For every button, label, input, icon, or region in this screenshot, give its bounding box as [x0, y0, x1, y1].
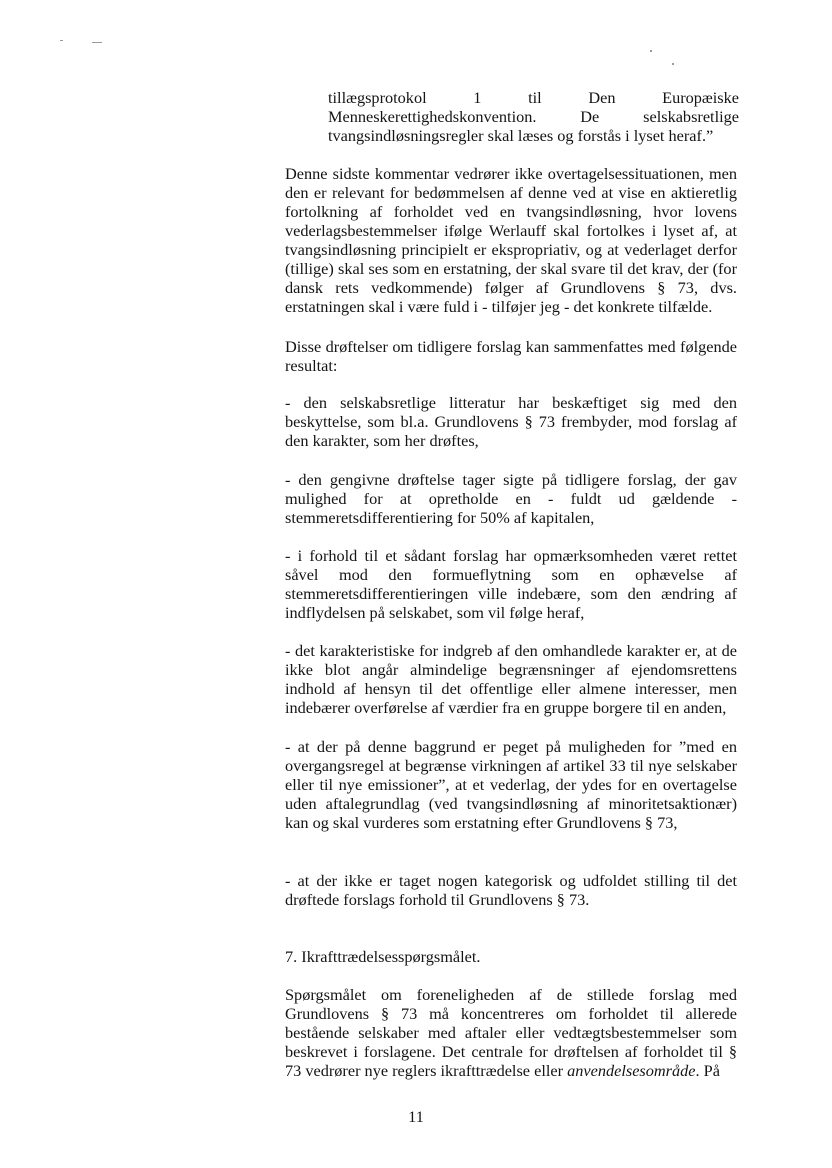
list-item-transition-rule: - at der på denne baggrund er peget på muligheden for ”med en overgangsregel at begrænse virkningen af artikel 33 til nye selskaber eller til nye emissioner”, at et vederlag, der ydes for en overtagelse uden aftalegrundlag (ved tvangsindløsning af minoritetsaktionær) kan og skal vurderes som erstatning efter Grundlovens § 73, [285, 737, 737, 832]
scan-speck [672, 63, 674, 65]
paragraph-text: Spørgsmålet om foreneligheden af de stillede forslag med Grundlovens § 73 må koncentreres om forholdet til allerede bestående selskaber med aftaler eller vedtægtsbestemmelser som beskrevet i forslagene. Det centrale for drøftelsen af forholdet til § 73 vedrører nye reglers ikrafttrædelse eller [285, 985, 737, 1080]
list-item-earlier-proposals: - den gengivne drøftelse tager sigte på tidligere forslag, der gav mulighed for at opretholde en - fuldt ud gældende - stemmeretsdifferentiering for 50% af kapitalen, [285, 470, 737, 527]
paragraph-tail: . På [695, 1061, 720, 1080]
scan-speck [92, 42, 102, 43]
paragraph-summary-intro: Disse drøftelser om tidligere forslag kan sammenfattes med følgende resultat: [285, 337, 737, 375]
quote-line: tvangsindløsningsregler skal læses og forstås i lyset heraf.” [328, 126, 714, 145]
scan-speck [650, 50, 652, 52]
list-item-no-position: - at der ikke er taget nogen kategorisk og udfoldet stilling til det drøftede forslags forhold til Grundlovens § 73. [285, 871, 737, 909]
quote-line: Menneskerettighedskonvention. De selskabsretlige [328, 107, 739, 126]
page-number: 11 [408, 1107, 424, 1126]
quote-block [328, 88, 739, 145]
paragraph-entry-into-force [285, 985, 737, 1080]
italic-term: anvendelsesområde [567, 1061, 696, 1080]
scan-speck [60, 40, 63, 41]
section-heading: 7. Ikrafttrædelsesspørgsmålet. [285, 947, 481, 966]
quote-line: tillægsprotokol 1 til Den Europæiske [328, 88, 739, 107]
list-item-characteristic: - det karakteristiske for indgreb af den omhandlede karakter er, at de ikke blot angår almindelige begrænsninger af ejendomsrettens indhold af hensyn til det offentlige eller almene interesser, men indebærer overførelse af værdier fra en gruppe borgere til en anden, [285, 641, 737, 717]
list-item-attention: - i forhold til et sådant forslag har opmærksomheden været rettet såvel mod den formueflytning som en ophævelse af stemmeretsdifferentieringen ville indebære, som den ændring af indflydelsen på selskabet, som vil følge heraf, [285, 546, 737, 622]
paragraph-commentary: Denne sidste kommentar vedrører ikke overtagelsessituationen, men den er relevant for bedømmelsen af denne ved at vise en aktieretlig fortolkning af forholdet ved en tvangsindløsning, hvor lovens vederlagsbestemmelser ifølge Werlauff skal fortolkes i lyset af, at tvangsindløsning principielt er ekspropriativ, og at vederlaget derfor (tillige) skal ses som en erstatning, der skal svare til det krav, der (for dansk rets vedkommende) følger af Grundlovens § 73, dvs. erstatningen skal i være fuld i - tilføjer jeg - det konkrete tilfælde. [285, 164, 737, 316]
list-item-literature: - den selskabsretlige litteratur har beskæftiget sig med den beskyttelse, som bl.a. Grundlovens § 73 frembyder, mod forslag af den karakter, som her drøftes, [285, 393, 737, 450]
